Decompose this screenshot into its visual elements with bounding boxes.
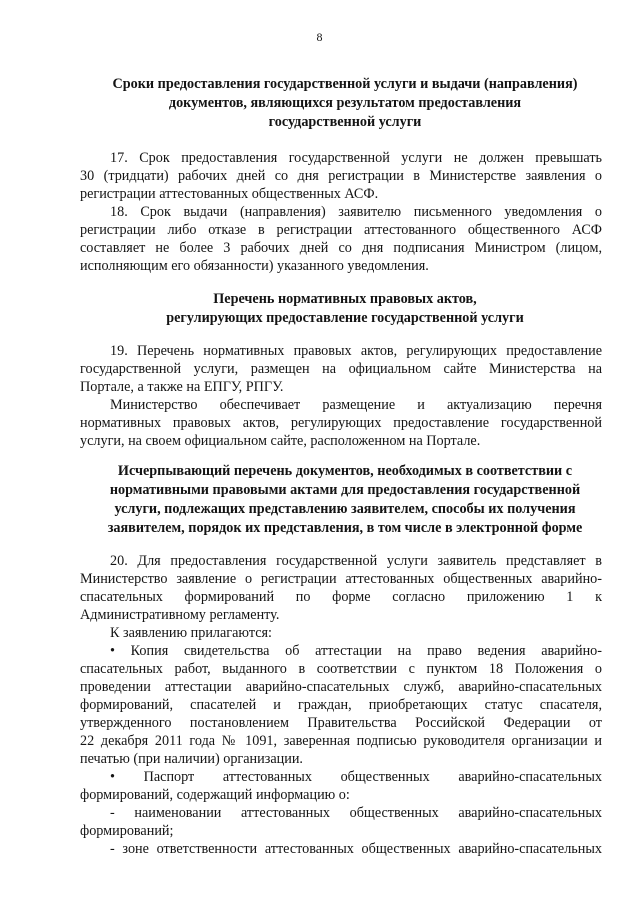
section-heading-service-terms: Сроки предоставления государственной услуги и выдачи (направления) документов, являющихся результатом предоставления государственной услуги (112, 76, 578, 130)
text-line: формирований; (80, 823, 174, 839)
text-line: 17. Срок предоставления государственной услуги не должен превышать (110, 150, 602, 166)
text-line: Министерство обеспечивает размещение и актуализацию перечня (110, 397, 602, 413)
text-line: • Копия свидетельства об аттестации на право ведения аварийно- (110, 643, 602, 659)
text-line: услуги, на своем официальном сайте, расположенном на Портале. (80, 433, 481, 449)
text-line: регистрации либо отказе в регистрации аттестованного общественного АСФ (80, 222, 602, 238)
text-line: регистрации аттестованных общественных АСФ. (80, 186, 379, 202)
text-line: - наименовании аттестованных общественных аварийно-спасательных (110, 805, 602, 821)
text-line: спасательных работ, выданного в соответствии с пунктом 18 Положения о (80, 661, 602, 677)
text-line: Министерство заявление о регистрации аттестованных общественных аварийно- (80, 571, 602, 587)
text-line: • Паспорт аттестованных общественных аварийно-спасательных (110, 769, 602, 785)
text-line: утвержденного постановлением Правительства Российской Федерации от (80, 715, 602, 731)
text-line: составляет не более 3 рабочих дней со дня подписания Министром (лицом, (80, 240, 602, 256)
text-line: - зоне ответственности аттестованных общественных аварийно-спасательных (110, 841, 602, 857)
text-line: спасательных формирований по форме согласно приложению 1 к (80, 589, 602, 605)
text-line: К заявлению прилагаются: (110, 625, 272, 641)
text-line: печатью (при наличии) организации. (80, 751, 303, 767)
text-line: 20. Для предоставления государственной услуги заявитель представляет в (110, 553, 602, 569)
text-line: нормативных правовых актов, регулирующих предоставление государственной (80, 415, 602, 431)
text-line: исполняющим его обязанности) указанного уведомления. (80, 258, 429, 274)
text-line: формирований, содержащий информацию о: (80, 787, 350, 803)
text-line: формирований, спасателей и граждан, приобретающих статус спасателя, (80, 697, 602, 713)
text-line: 18. Срок выдачи (направления) заявителю письменного уведомления о (110, 204, 602, 220)
text-line: 22 декабря 2011 года № 1091, заверенная подписью руководителя организации и (80, 733, 602, 749)
section-heading-legal-acts: Перечень нормативных правовых актов, регулирующих предоставление государственной услуги (166, 291, 524, 326)
text-line: государственной услуги, размещен на официальном сайте Министерства на (80, 361, 602, 377)
text-line: Административному регламенту. (80, 607, 280, 623)
text-line: проведении аттестации аварийно-спасательных служб, аварийно-спасательных (80, 679, 602, 695)
page-number: 8 (316, 30, 323, 44)
section-heading-documents-list: Исчерпывающий перечень документов, необходимых в соответствии с нормативными правовыми актами для предоставления государственной услуги, подлежащих представлению заявителем, способы их получения заявителем, порядок их представления, в том числе в электронной форме (107, 463, 583, 536)
text-line: 19. Перечень нормативных правовых актов, регулирующих предоставление (110, 343, 602, 359)
text-line: 30 (тридцати) рабочих дней со дня регистрации в Министерстве заявления о (80, 168, 602, 184)
text-line: Портале, а также на ЕПГУ, РПГУ. (80, 379, 284, 395)
